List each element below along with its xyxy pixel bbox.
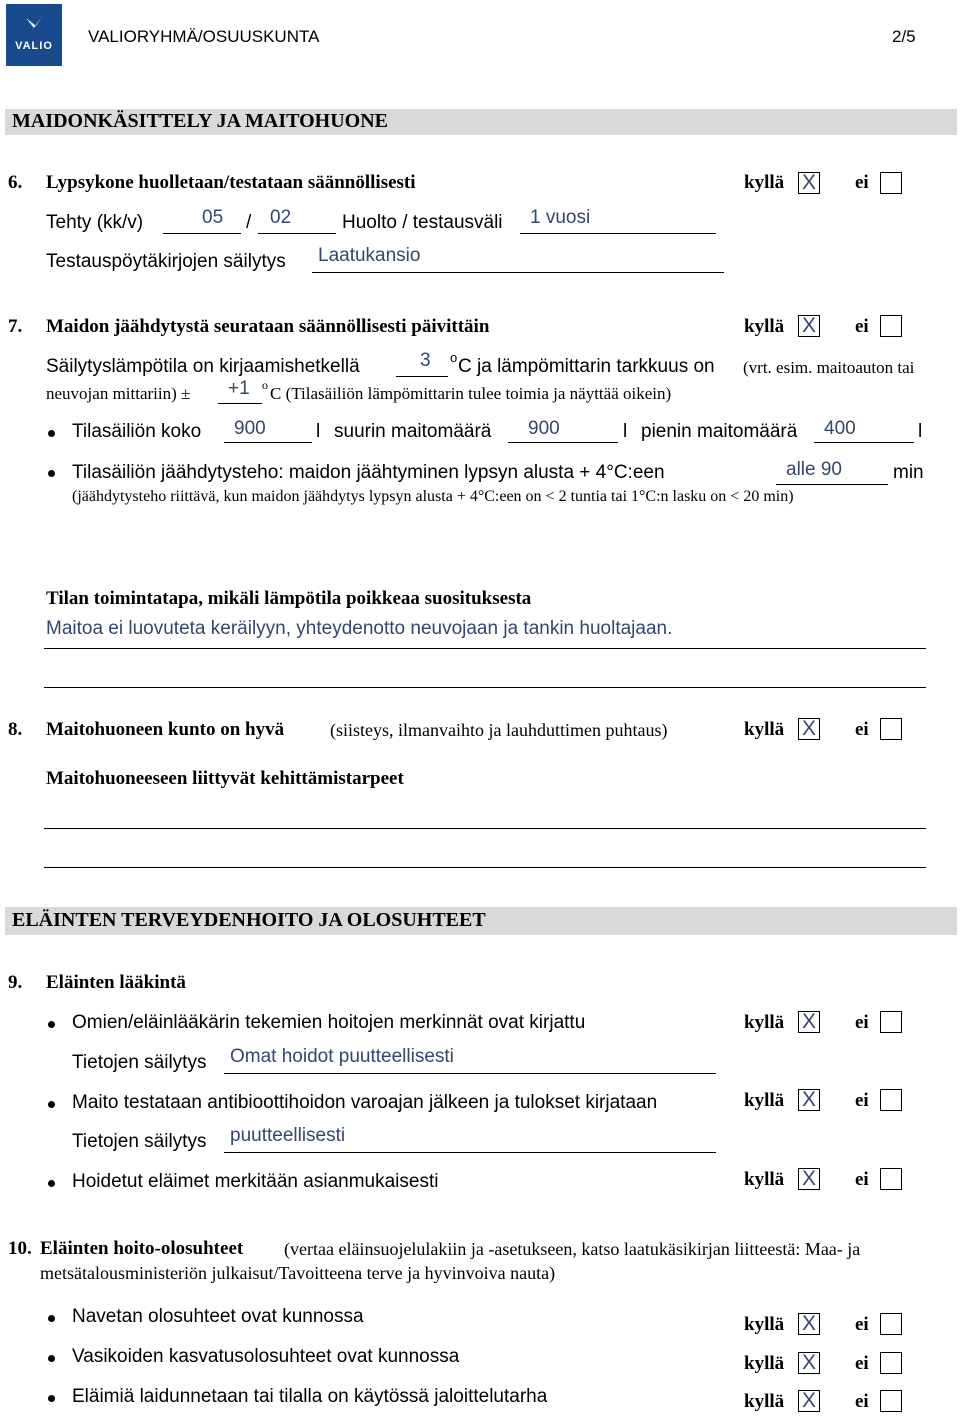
question-title: Eläinten hoito-olosuhteet bbox=[40, 1238, 244, 1259]
question-note: (siisteys, ilmanvaihto ja lauhduttimen puhtaus) bbox=[330, 720, 668, 740]
yes-checkbox[interactable]: X bbox=[798, 1313, 820, 1335]
bullet bbox=[48, 1395, 55, 1402]
bullet bbox=[48, 1315, 55, 1322]
bullet bbox=[48, 1355, 55, 1362]
yes-label: kyllä bbox=[744, 1012, 785, 1033]
bullet bbox=[48, 1021, 55, 1028]
cooling-value: alle 90 bbox=[786, 459, 842, 480]
no-checkbox[interactable] bbox=[880, 315, 902, 337]
question-number: 10. bbox=[8, 1238, 32, 1259]
max-label: suurin maitomäärä bbox=[334, 421, 492, 442]
yes-label: kyllä bbox=[744, 316, 785, 337]
question-title: Maitohuoneen kunto on hyvä bbox=[46, 719, 285, 740]
no-label: ei bbox=[855, 719, 869, 740]
needs-title: Maitohuoneeseen liittyvät kehittämistarpeet bbox=[46, 768, 404, 789]
no-checkbox[interactable] bbox=[880, 172, 902, 194]
no-label: ei bbox=[855, 316, 869, 337]
max-value: 900 bbox=[528, 418, 560, 439]
no-label: ei bbox=[855, 1353, 869, 1374]
accuracy-value: +1 bbox=[228, 378, 250, 399]
policy-title: Tilan toimintatapa, mikäli lämpötila poikkeaa suosituksesta bbox=[46, 588, 532, 609]
company-name: VALIORYHMÄ/OSUUSKUNTA bbox=[88, 27, 320, 46]
tehty-month-value: 05 bbox=[202, 207, 224, 228]
fill-line bbox=[163, 233, 241, 234]
bullet bbox=[48, 1101, 55, 1108]
yes-label: kyllä bbox=[744, 1353, 785, 1374]
yes-checkbox[interactable]: X bbox=[798, 1089, 820, 1111]
storage-value: puutteellisesti bbox=[230, 1125, 346, 1146]
storage-label: Tietojen säilytys bbox=[72, 1131, 207, 1152]
cooling-unit: min bbox=[893, 462, 924, 483]
no-checkbox[interactable] bbox=[880, 1089, 902, 1111]
yes-label: kyllä bbox=[744, 1391, 785, 1412]
fill-line bbox=[520, 233, 716, 234]
records-label: Testauspöytäkirjojen säilytys bbox=[46, 251, 286, 272]
yes-checkbox[interactable]: X bbox=[798, 1390, 820, 1412]
fill-line bbox=[224, 442, 312, 443]
question-number: 8. bbox=[8, 719, 23, 740]
no-label: ei bbox=[855, 1169, 869, 1190]
fill-line bbox=[776, 484, 888, 485]
policy-value: Maitoa ei luovuteta keräilyyn, yhteydenotto neuvojaan ja tankin huoltajaan. bbox=[46, 618, 673, 639]
tank-size-label: Tilasäiliön koko bbox=[72, 421, 202, 442]
interval-label: Huolto / testausväli bbox=[342, 212, 503, 233]
no-label: ei bbox=[855, 172, 869, 193]
bullet bbox=[48, 470, 55, 477]
yes-checkbox[interactable]: X bbox=[798, 315, 820, 337]
fill-line bbox=[224, 1152, 716, 1153]
accuracy-suffix: C (Tilasäiliön lämpömittarin tulee toimia ja näyttää oikein) bbox=[270, 384, 672, 403]
item-label: Eläimiä laidunnetaan tai tilalla on käytössä jaloittelutarha bbox=[72, 1386, 548, 1407]
page-number: 2/5 bbox=[892, 27, 916, 46]
item-label: Vasikoiden kasvatusolosuhteet ovat kunnossa bbox=[72, 1346, 460, 1367]
accuracy-prefix: neuvojan mittariin) ± bbox=[46, 384, 191, 403]
degree-sign: o bbox=[262, 378, 268, 392]
fill-line bbox=[312, 272, 724, 273]
yes-checkbox[interactable]: X bbox=[798, 1011, 820, 1033]
unit-l: l bbox=[316, 421, 321, 442]
question-title: Eläinten lääkintä bbox=[46, 972, 186, 993]
yes-label: kyllä bbox=[744, 719, 785, 740]
fill-line bbox=[44, 687, 926, 688]
unit-l: l bbox=[623, 421, 628, 442]
no-label: ei bbox=[855, 1314, 869, 1335]
tehty-label: Tehty (kk/v) bbox=[46, 212, 144, 233]
fill-line bbox=[508, 442, 618, 443]
yes-checkbox[interactable]: X bbox=[798, 1168, 820, 1190]
question-title: Lypsykone huolletaan/testataan säännöllisesti bbox=[46, 172, 416, 193]
question-note: (vertaa eläinsuojelulakiin ja -asetukseen, katso laatukäsikirjan liitteestä: Maa- ja bbox=[284, 1239, 861, 1259]
question-number: 9. bbox=[8, 972, 23, 993]
tehty-year-value: 02 bbox=[270, 207, 292, 228]
yes-label: kyllä bbox=[744, 172, 785, 193]
yes-label: kyllä bbox=[744, 1090, 785, 1111]
item-label: Maito testataan antibioottihoidon varoajan jälkeen ja tulokset kirjataan bbox=[72, 1092, 658, 1113]
yes-checkbox[interactable]: X bbox=[798, 1352, 820, 1374]
temp-hint: (vrt. esim. maitoauton tai bbox=[743, 358, 915, 377]
fill-line bbox=[218, 403, 262, 404]
fill-line bbox=[44, 648, 926, 649]
fill-line bbox=[814, 442, 914, 443]
fill-line bbox=[224, 1073, 716, 1074]
unit-l: l bbox=[918, 421, 923, 442]
records-value: Laatukansio bbox=[318, 245, 421, 266]
cooling-label: Tilasäiliön jäähdytysteho: maidon jäähtyminen lypsyn alusta + 4°C:een bbox=[72, 462, 665, 483]
yes-checkbox[interactable]: X bbox=[798, 718, 820, 740]
no-checkbox[interactable] bbox=[880, 1352, 902, 1374]
no-label: ei bbox=[855, 1012, 869, 1033]
min-label: pienin maitomäärä bbox=[641, 421, 798, 442]
temp-label: Säilytyslämpötila on kirjaamishetkellä bbox=[46, 356, 360, 377]
temp-unit-text: C ja lämpömittarin tarkkuus on bbox=[458, 356, 715, 377]
section-title: MAIDONKÄSITTELY JA MAITOHUONE bbox=[12, 110, 388, 132]
logo-text: VALIO bbox=[15, 40, 53, 52]
no-checkbox[interactable] bbox=[880, 1313, 902, 1335]
cooling-note: (jäähdytysteho riittävä, kun maidon jäähdytys lypsyn alusta + 4°C:een on < 2 tuntia tai 1°C:n lasku on < 20 min) bbox=[72, 488, 794, 505]
question-title: Maidon jäähdytystä seurataan säännöllisesti päivittäin bbox=[46, 316, 490, 337]
item-label: Navetan olosuhteet ovat kunnossa bbox=[72, 1306, 364, 1327]
bullet bbox=[48, 1180, 55, 1187]
item-label: Omien/eläinlääkärin tekemien hoitojen merkinnät ovat kirjattu bbox=[72, 1012, 586, 1033]
fill-line bbox=[44, 828, 926, 829]
storage-label: Tietojen säilytys bbox=[72, 1052, 207, 1073]
question-note: metsätalousministeriön julkaisut/Tavoitteena terve ja hyvinvoiva nauta) bbox=[40, 1263, 556, 1283]
no-checkbox[interactable] bbox=[880, 1168, 902, 1190]
slash: / bbox=[246, 212, 252, 233]
question-number: 6. bbox=[8, 172, 23, 193]
bullet bbox=[48, 430, 55, 437]
section-title: ELÄINTEN TERVEYDENHOITO JA OLOSUHTEET bbox=[12, 909, 486, 931]
fill-line bbox=[258, 233, 336, 234]
temp-value: 3 bbox=[420, 350, 431, 371]
no-checkbox[interactable] bbox=[880, 718, 902, 740]
no-checkbox[interactable] bbox=[880, 1011, 902, 1033]
min-value: 400 bbox=[824, 418, 856, 439]
interval-value: 1 vuosi bbox=[530, 207, 591, 228]
no-label: ei bbox=[855, 1391, 869, 1412]
storage-value: Omat hoidot puutteellisesti bbox=[230, 1046, 454, 1067]
question-number: 7. bbox=[8, 316, 23, 337]
yes-label: kyllä bbox=[744, 1314, 785, 1335]
fill-line bbox=[44, 867, 926, 868]
item-label: Hoidetut eläimet merkitään asianmukaisesti bbox=[72, 1171, 439, 1192]
yes-label: kyllä bbox=[744, 1169, 785, 1190]
no-label: ei bbox=[855, 1090, 869, 1111]
tank-size-value: 900 bbox=[234, 418, 266, 439]
degree-sign: o bbox=[450, 350, 458, 365]
yes-checkbox[interactable]: X bbox=[798, 172, 820, 194]
no-checkbox[interactable] bbox=[880, 1390, 902, 1412]
bird-logo-icon bbox=[24, 14, 44, 34]
fill-line bbox=[396, 376, 448, 377]
valio-logo bbox=[6, 4, 62, 66]
